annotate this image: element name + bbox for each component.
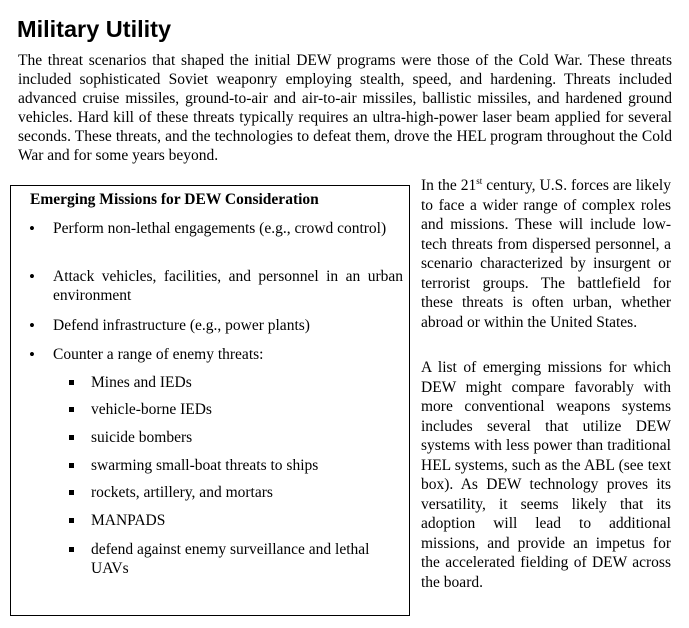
ordinal-superscript: st [476, 176, 483, 186]
sub-bullet-vehicle-borne-ieds: vehicle-borne IEDs [91, 401, 401, 420]
bullet-non-lethal-engagements: • Perform non-lethal engagements (e.g., crowd control) [53, 220, 403, 239]
side-paragraph-emerging-missions: A list of emerging missions for which DEW might compare favorably with more conventional weapons systems includes several that utilize DEW systems with less power than traditional HEL systems, such as the ABL (see text box). As DEW technology proves its versatility, it seems likely that its adoption will lead to additional missions, and provide an impetus for the accelerated fielding of DEW across the board. [421, 359, 671, 591]
section-heading: Military Utility [17, 16, 172, 42]
intro-paragraph: The threat scenarios that shaped the initial DEW programs were those of the Cold War. These threats included sophisticated Soviet weaponry employing stealth, speed, and hardening. Threats included advanced cruise missiles, ground-to-air and air-to-air missiles, ballistic missiles, and hardened ground vehicles. Hard kill of these threats typically requires an ultra-high-power laser beam applied for several seconds. These threats, and the technologies to defeat them, drove the HEL program throughout the Cold War and for some years beyond. [18, 52, 672, 164]
emerging-missions-text-box [10, 185, 410, 616]
sub-bullet-suicide-bombers: suicide bombers [91, 429, 401, 448]
sub-bullet-small-boat-threats: swarming small-boat threats to ships [91, 457, 401, 476]
side-paragraph-21st-century [421, 176, 671, 332]
sub-bullet-surveillance-uavs: defend against enemy surveillance and lethal UAVs [91, 541, 401, 578]
side-paragraph-rest: century, U.S. forces are likely to face a wider range of complex roles and missions. These will include low-tech threats from dispersed personnel, a scenario characterized by insurgent or terrorist groups. The battlefield for these threats is often urban, whether abroad or within the United States. [421, 177, 671, 331]
bullet-urban-attack: • Attack vehicles, facilities, and personnel in an urban environment [53, 268, 403, 305]
side-paragraph-lead: In the 21 [421, 177, 477, 194]
bullet-defend-infrastructure: • Defend infrastructure (e.g., power plants) [53, 317, 403, 336]
bullet-counter-threats: • Counter a range of enemy threats: [53, 346, 403, 365]
sub-bullet-mines-ieds: Mines and IEDs [91, 374, 401, 393]
sub-bullet-rockets-artillery: rockets, artillery, and mortars [91, 484, 401, 503]
sub-bullet-manpads: MANPADS [91, 512, 401, 531]
text-box-title: Emerging Missions for DEW Consideration [30, 191, 319, 208]
